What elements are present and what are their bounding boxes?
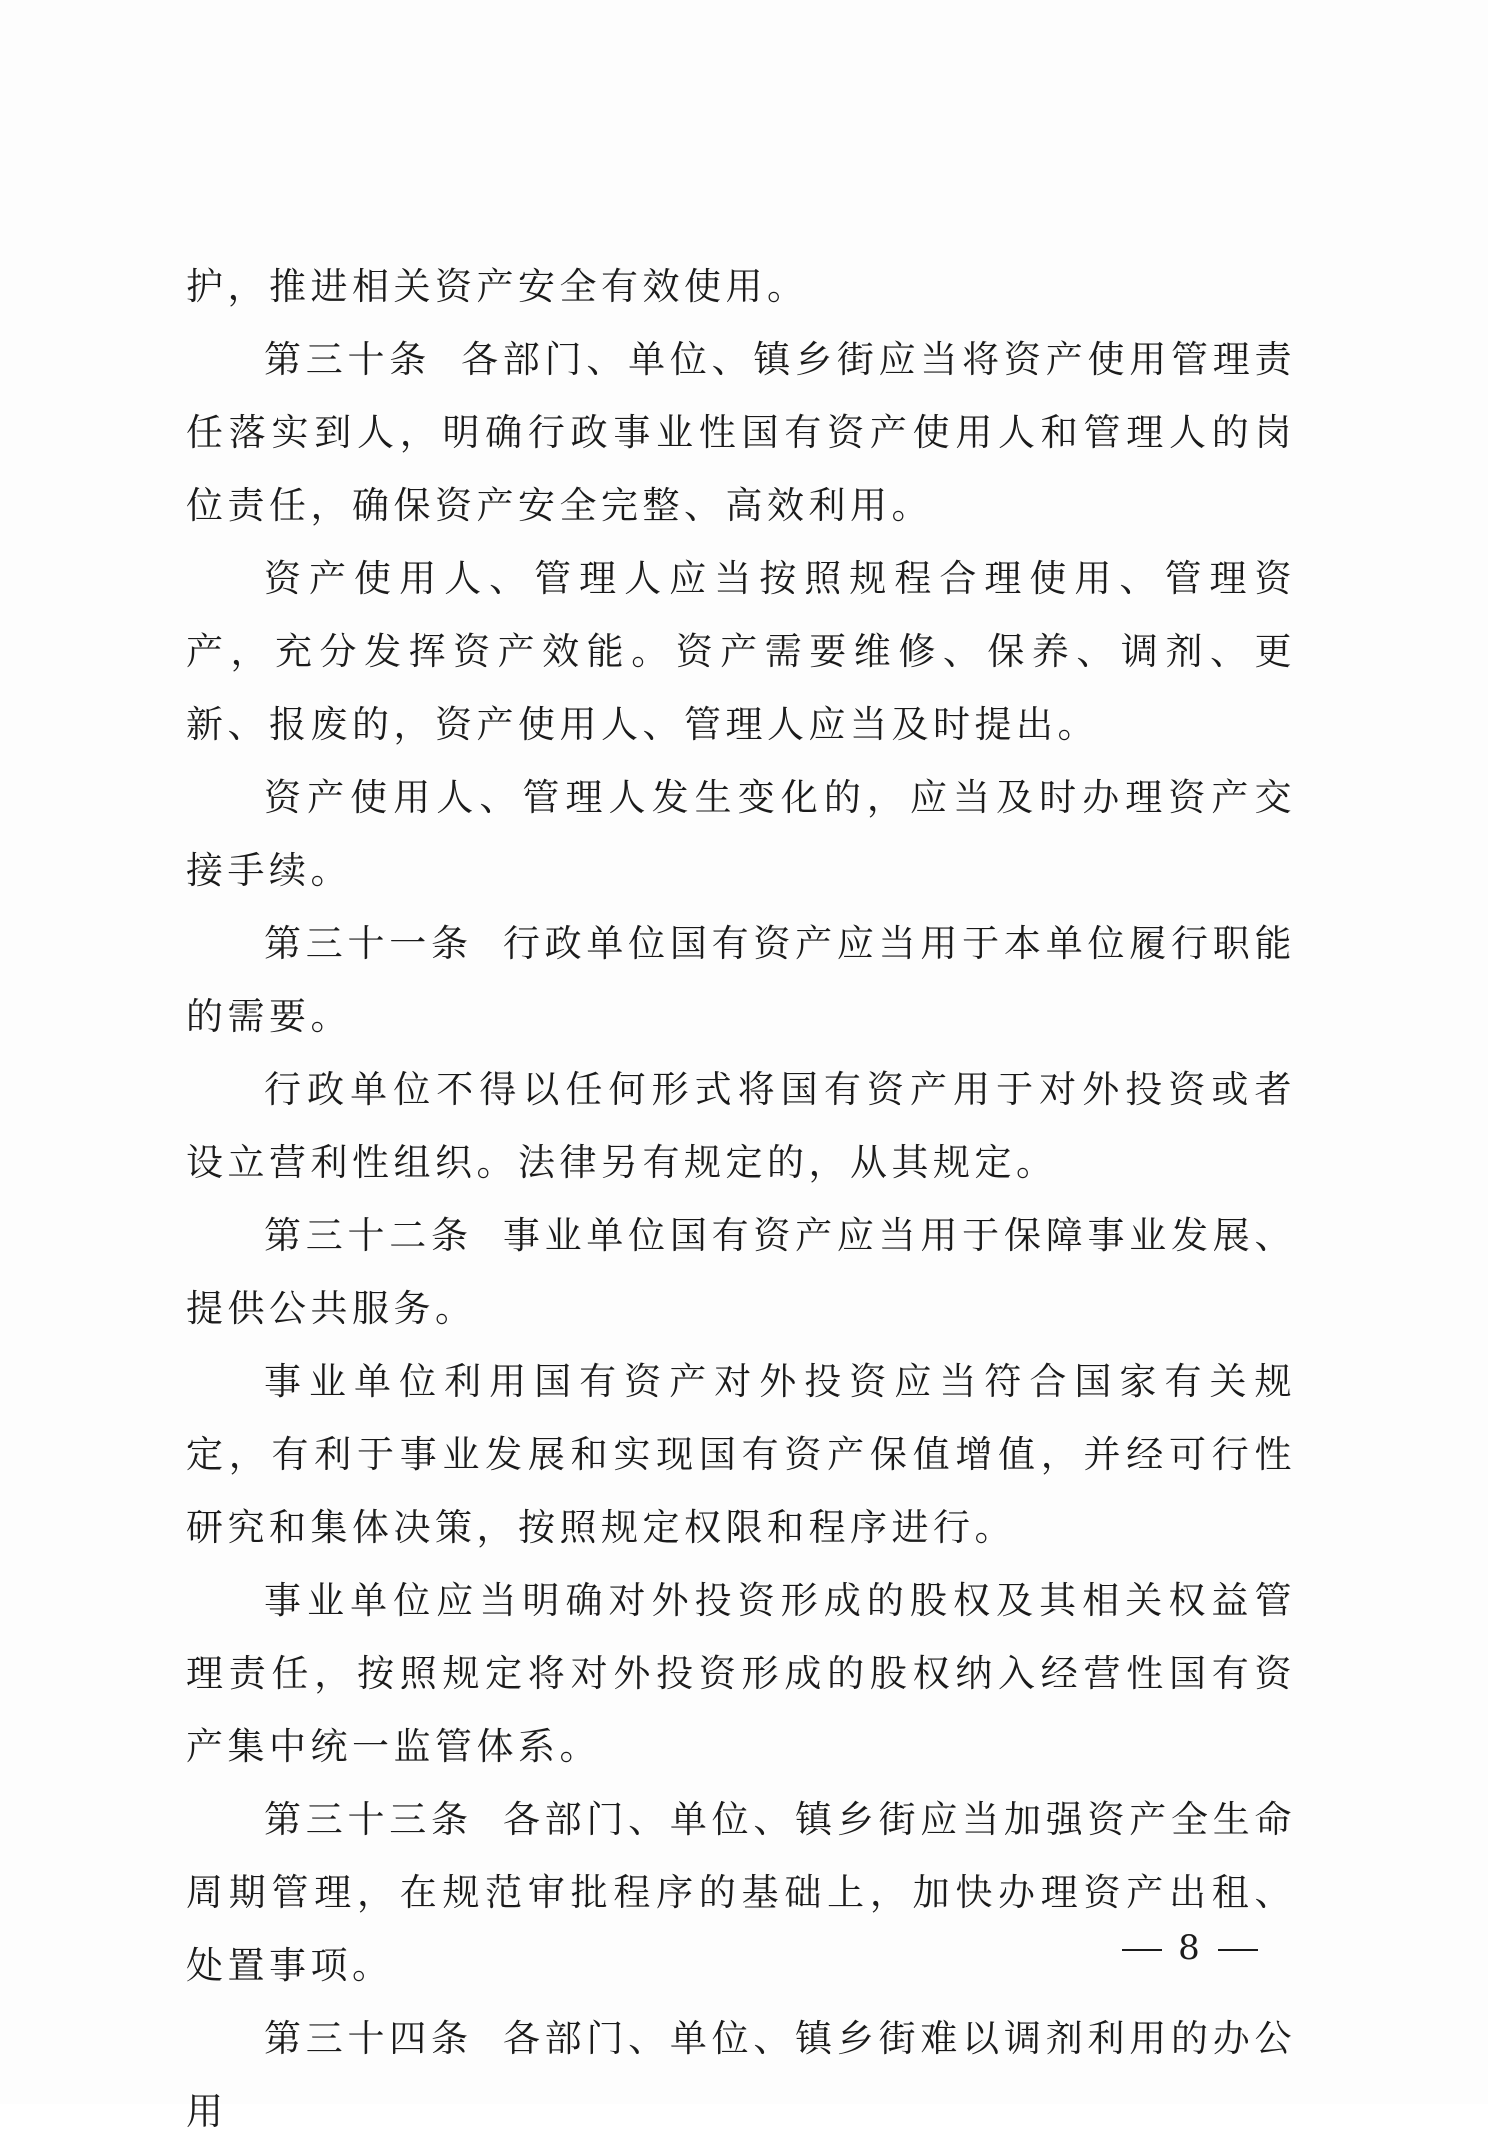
document-body (186, 250, 1296, 2148)
article-paragraph (186, 1783, 1296, 2002)
article-paragraph (186, 323, 1296, 542)
paragraph-text: 行政单位不得以任何形式将国有资产用于对外投资或者设立营利性组织。法律另有规定的，从其规定。 (186, 1068, 1296, 1184)
paragraph (186, 1053, 1296, 1199)
paragraph-text: 资产使用人、管理人发生变化的，应当及时办理资产交接手续。 (186, 776, 1296, 892)
article-paragraph (186, 2002, 1296, 2148)
paragraph (186, 1345, 1296, 1564)
page-number-value: 8 (1178, 1928, 1202, 1968)
article-number: 第三十四条 (264, 2017, 473, 2060)
paragraph-text: 资产使用人、管理人应当按照规程合理使用、管理资产，充分发挥资产效能。资产需要维修、保养、调剂、更新、报废的，资产使用人、管理人应当及时提出。 (186, 557, 1296, 746)
paragraph-text: 事业单位国有资产应当用于保障事业发展、提供公共服务。 (186, 1214, 1297, 1330)
paragraph-text: 护，推进相关资产安全有效使用。 (186, 265, 809, 308)
paragraph (186, 1564, 1296, 1783)
paragraph-text: 行政单位国有资产应当用于本单位履行职能的需要。 (186, 922, 1297, 1038)
paragraph (186, 761, 1296, 907)
article-number: 第三十三条 (264, 1798, 473, 1841)
paragraph-text: 各部门、单位、镇乡街应当加强资产全生命周期管理，在规范审批程序的基础上，加快办理资产出租、处置事项。 (186, 1798, 1297, 1987)
paragraph (186, 542, 1296, 761)
paragraph-text: 各部门、单位、镇乡街难以调剂利用的办公用 (186, 2017, 1297, 2133)
article-number: 第三十一条 (264, 922, 473, 965)
page-number (1090, 1928, 1290, 1968)
article-paragraph (186, 907, 1296, 1053)
article-number: 第三十二条 (264, 1214, 473, 1257)
article-number: 第三十条 (264, 338, 432, 381)
paragraph-text: 事业单位利用国有资产对外投资应当符合国家有关规定，有利于事业发展和实现国有资产保值增值，并经可行性研究和集体决策，按照规定权限和程序进行。 (186, 1360, 1296, 1549)
page-number-dash-left (1122, 1949, 1162, 1951)
article-paragraph (186, 1199, 1296, 1345)
paragraph-text: 各部门、单位、镇乡街应当将资产使用管理责任落实到人，明确行政事业性国有资产使用人和管理人的岗位责任，确保资产安全完整、高效利用。 (186, 338, 1297, 527)
paragraph (186, 250, 1296, 323)
page-number-dash-right (1218, 1949, 1258, 1951)
paragraph-text: 事业单位应当明确对外投资形成的股权及其相关权益管理责任，按照规定将对外投资形成的股权纳入经营性国有资产集中统一监管体系。 (186, 1579, 1296, 1768)
